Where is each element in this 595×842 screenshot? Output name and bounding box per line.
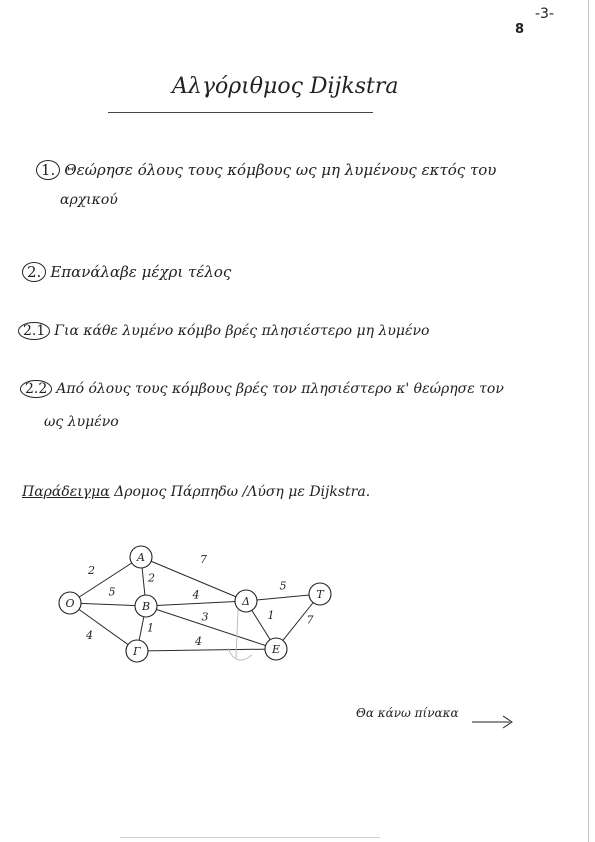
graph-edge-G-E	[137, 649, 276, 651]
edge-weight-D-E: 1	[267, 609, 275, 622]
footer-note: Θα κάνω πίνακα	[356, 706, 459, 720]
edge-weight-B-E: 3	[201, 610, 209, 624]
step-1-continuation: αρχικού	[60, 192, 118, 208]
graph-node-G	[126, 640, 148, 662]
graph-node-A	[130, 546, 152, 568]
graph-node-O	[59, 592, 81, 614]
step-2-2-number: 2.2	[20, 380, 52, 398]
arrow-right-icon	[470, 710, 530, 730]
page-title: Αλγόριθμος Dijkstra	[172, 74, 399, 99]
step-1-text: Θεώρησε όλους τους κόμβους ως μη λυμένους εκτός του	[64, 161, 497, 179]
node-label-A: Α	[137, 551, 145, 564]
node-label-G: Γ	[133, 645, 141, 658]
edge-weight-G-E: 4	[195, 635, 202, 648]
node-label-E: Ε	[271, 643, 281, 656]
node-label-D: Δ	[242, 595, 250, 608]
edge-weight-E-T: 7	[306, 613, 314, 627]
node-label-B: Β	[141, 600, 151, 613]
node-label-T: Τ	[316, 588, 324, 601]
graph-node-E	[265, 638, 287, 660]
page-dash-number: -3-	[535, 6, 555, 22]
edge-weight-A-D: 7	[200, 553, 207, 566]
step-2-number: 2.	[22, 262, 46, 282]
graph-node-B	[135, 595, 157, 617]
step-2-1-number: 2.1	[18, 322, 50, 340]
step-2-2-continuation: ως λυμένο	[44, 414, 119, 430]
step-2-1-text: Για κάθε λυμένο κόμβο βρές πλησιέστερο μη λυμένο	[54, 323, 430, 339]
edge-weight-O-A: 2	[88, 564, 95, 577]
edge-weight-O-B: 5	[108, 585, 116, 599]
step-1-number: 1.	[36, 160, 60, 180]
graph-edge-B-E	[146, 606, 276, 649]
graph-edge-O-A	[70, 557, 141, 603]
example-text: Δρομος Πάρπηδω /Λύση με Dijkstra.	[114, 484, 371, 500]
step-2-text: Επανάλαβε μέχρι τέλος	[50, 263, 232, 281]
graph-edge-B-D	[146, 601, 246, 606]
edge-weight-B-D: 4	[192, 588, 200, 602]
graph-node-D	[235, 590, 257, 612]
step-2-2-text: Από όλους τους κόμβους βρές τον πλησιέστερο κ' θεώρησε τον	[56, 381, 504, 397]
edge-weight-A-B: 2	[148, 571, 155, 585]
edge-weight-B-G: 1	[147, 621, 154, 635]
graph-node-T	[309, 583, 331, 605]
node-label-O: Ο	[65, 597, 75, 610]
graph-edge-O-G	[70, 603, 137, 651]
page-number: 8	[515, 22, 525, 37]
edge-weight-O-G: 4	[86, 629, 93, 642]
example-label: Παράδειγμα	[22, 484, 110, 500]
sketch-mark	[236, 610, 238, 658]
edge-weight-D-T: 5	[279, 579, 287, 593]
